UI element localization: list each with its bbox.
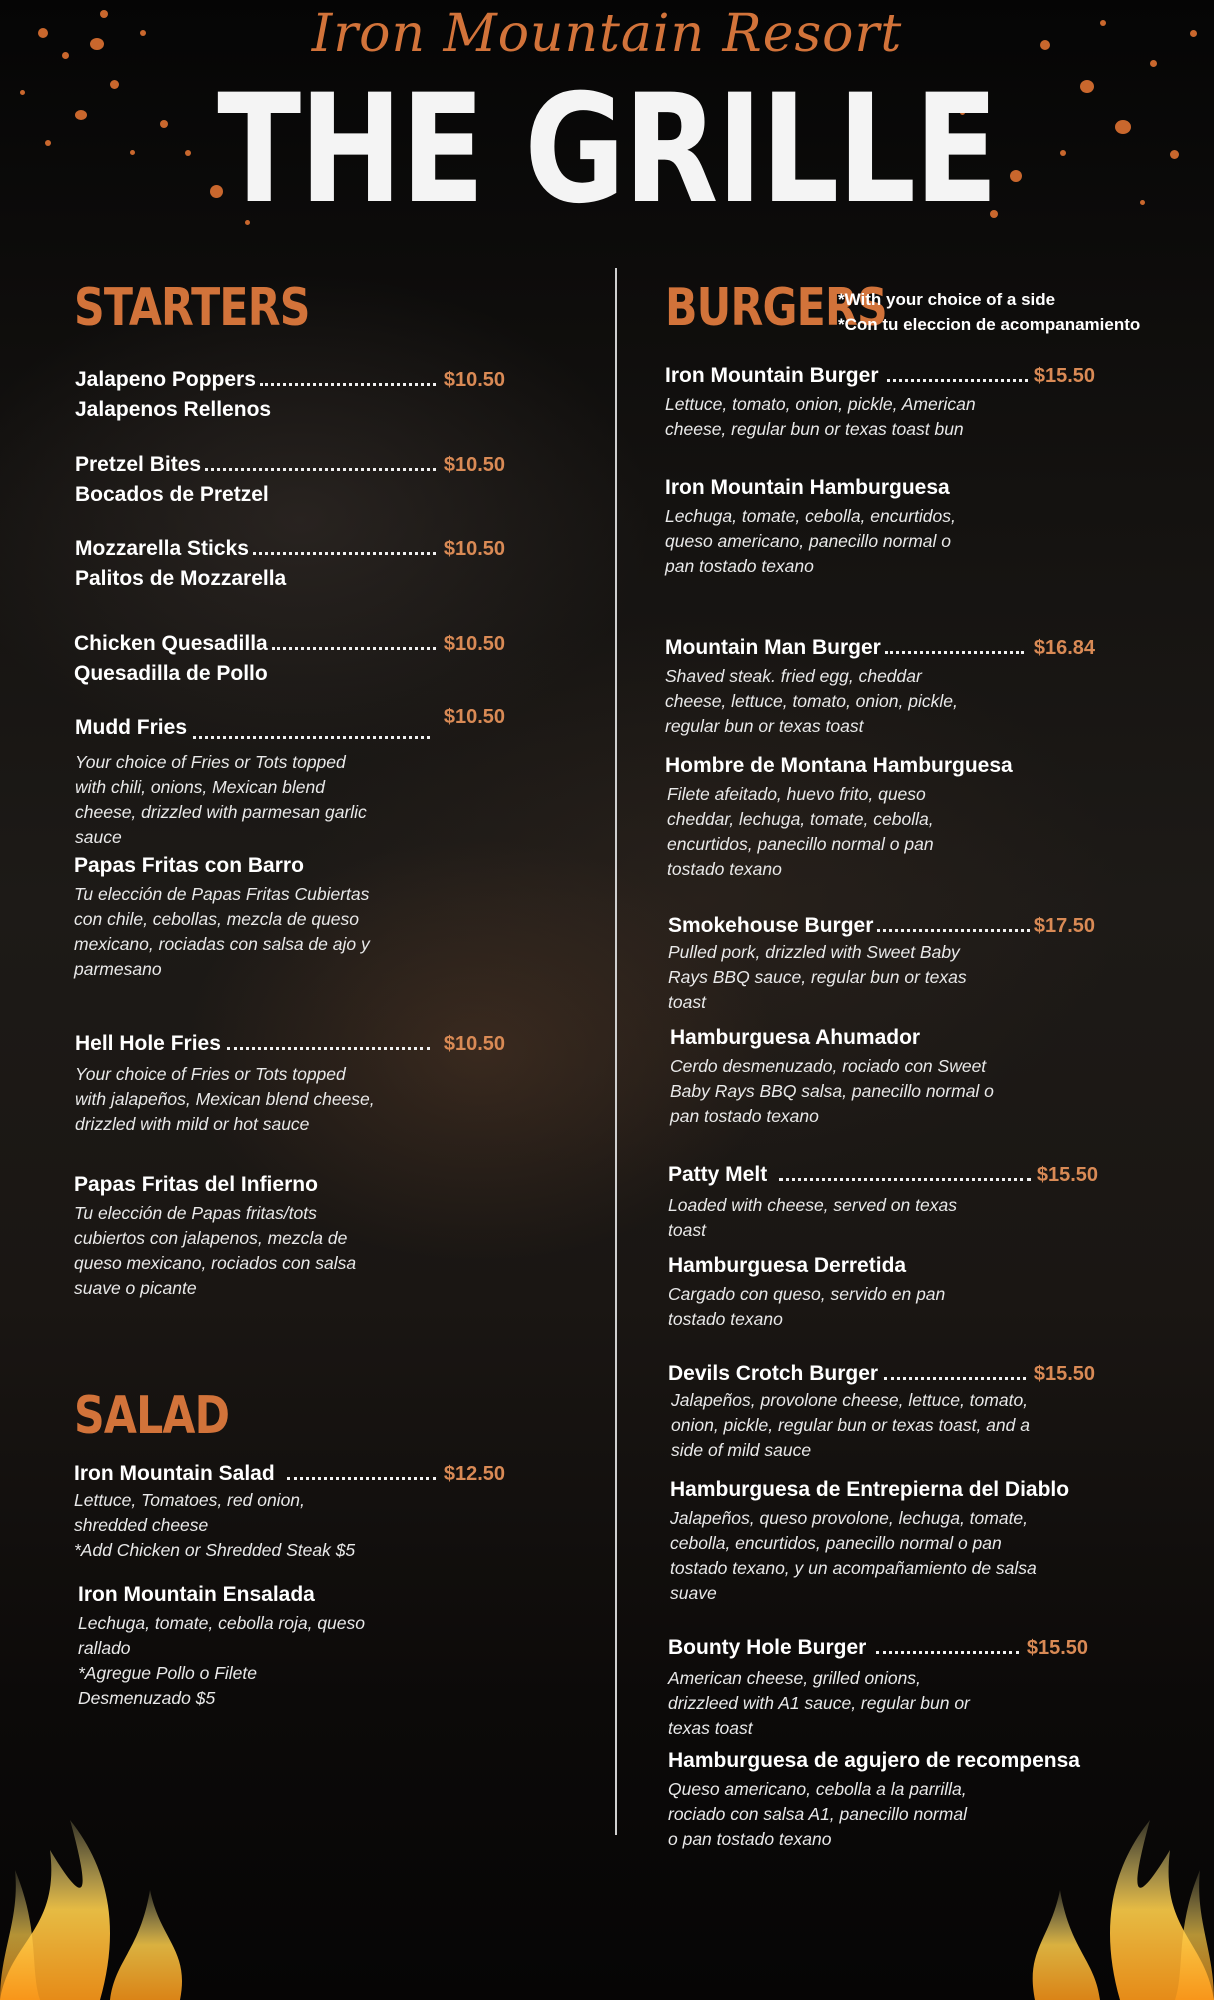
menu-item-mountain-man-burger	[665, 636, 1095, 739]
item-name: Pretzel Bites	[75, 453, 202, 476]
item-price: $12.50	[443, 1463, 505, 1485]
resort-name: Iron Mountain Resort	[311, 4, 903, 64]
menu-item-pretzel-bites	[75, 453, 505, 507]
menu-item-bounty-hole-burger	[668, 1636, 1088, 1741]
menu-item-iron-mountain-burger	[665, 364, 1095, 442]
leader-dots	[884, 1377, 1026, 1380]
item-description: Lettuce, Tomatoes, red onion, shredded cheese	[74, 1490, 305, 1535]
item-name: Chicken Quesadilla	[74, 632, 268, 655]
item-description: Your choice of Fries or Tots topped with chili, onions, Mexican blend cheese, drizzled with parmesan garlic sauce	[75, 752, 367, 847]
item-translation: Bocados de Pretzel	[75, 483, 269, 506]
item-price: $10.50	[443, 706, 505, 728]
item-translation: Papas Fritas del Infierno	[74, 1173, 318, 1196]
menu-item-translation-block	[670, 1026, 1010, 1129]
burgers-side-note	[838, 287, 1140, 337]
side-note-spanish: *Con tu eleccion de acompanamiento	[838, 315, 1141, 334]
item-translation: Hamburguesa Derretida	[668, 1254, 907, 1277]
item-translation-description: Queso americano, cebolla a la parrilla, rociado con salsa A1, panecillo normal o pan tostado texano	[668, 1779, 967, 1849]
menu-item-mozzarella-sticks	[75, 537, 505, 591]
item-price: $10.50	[443, 369, 505, 391]
item-translation: Hamburguesa Ahumador	[670, 1026, 921, 1049]
menu-item-translation-block	[668, 1254, 1008, 1332]
menu-item-patty-melt	[668, 1163, 1098, 1243]
menu-item-jalapeno-poppers	[75, 368, 505, 422]
item-description: Pulled pork, drizzled with Sweet Baby Rays BBQ sauce, regular bun or texas toast	[668, 942, 967, 1012]
item-name: Patty Melt	[668, 1163, 768, 1186]
leader-dots	[272, 647, 436, 650]
column-divider	[615, 268, 617, 1835]
item-translation: Papas Fritas con Barro	[74, 854, 304, 877]
leader-dots	[260, 383, 436, 386]
item-name: Mozzarella Sticks	[75, 537, 249, 560]
menu-item-chicken-quesadilla	[74, 632, 505, 686]
side-note-english: *With your choice of a side	[838, 290, 1056, 309]
item-translation: Iron Mountain Hamburguesa	[665, 476, 950, 499]
menu-item-devils-crotch-burger	[668, 1362, 1095, 1463]
menu-item-translation-block	[74, 854, 374, 982]
item-description: Loaded with cheese, served on texas toast	[668, 1195, 957, 1240]
item-name: Iron Mountain Burger	[665, 364, 879, 387]
leader-dots	[885, 651, 1024, 654]
item-name: Iron Mountain Salad	[74, 1462, 275, 1485]
menu-item-translation-block	[78, 1583, 388, 1711]
salad-heading: SALAD	[74, 1386, 230, 1446]
leader-dots	[887, 379, 1028, 382]
item-price: $10.50	[443, 538, 505, 560]
item-translation: Jalapenos Rellenos	[75, 398, 272, 421]
item-translation-description: Lechuga, tomate, cebolla roja, queso rallado	[78, 1613, 365, 1658]
flame-left-icon	[0, 1700, 230, 2000]
item-translation-description: Cerdo desmenuzado, rociado con Sweet Baby Rays BBQ salsa, panecillo normal o pan tostado texano	[670, 1056, 994, 1126]
leader-dots	[287, 1477, 436, 1480]
menu-item-translation-block	[665, 754, 1013, 882]
item-translation-description: Tu elección de Papas fritas/tots cubiertos con jalapenos, mezcla de queso mexicano, rociados con salsa suave o picante	[74, 1203, 357, 1298]
item-name: Hell Hole Fries	[75, 1032, 221, 1055]
menu-item-translation-block	[670, 1478, 1130, 1606]
item-description: Jalapeños, provolone cheese, lettuce, tomato, onion, pickle, regular bun or texas toast, and a side of mild sauce	[671, 1390, 1030, 1460]
leader-dots	[779, 1178, 1031, 1181]
item-description: American cheese, grilled onions, drizzleed with A1 sauce, regular bun or texas toast	[668, 1668, 970, 1738]
burgers-heading: BURGERS	[665, 278, 887, 338]
item-translation-description: Lechuga, tomate, cebolla, encurtidos, queso americano, panecillo normal o pan tostado texano	[665, 506, 956, 576]
item-translation: Hamburguesa de agujero de recompensa	[668, 1749, 1080, 1772]
item-price: $15.50	[1026, 1637, 1088, 1659]
item-name: Jalapeno Poppers	[75, 368, 256, 391]
item-translation-description: Filete afeitado, huevo frito, queso cheddar, lechuga, tomate, cebolla, encurtidos, panecillo normal o pan tostado texano	[667, 784, 934, 879]
item-name: Bounty Hole Burger	[668, 1636, 867, 1659]
item-translation: Palitos de Mozzarella	[75, 567, 287, 590]
item-translation-description: Cargado con queso, servido en pan tostado texano	[668, 1284, 946, 1329]
item-price: $15.50	[1033, 1363, 1095, 1385]
item-name: Devils Crotch Burger	[668, 1362, 879, 1385]
starters-heading: STARTERS	[74, 278, 310, 338]
item-price: $15.50	[1036, 1164, 1098, 1186]
item-name: Mudd Fries	[75, 716, 188, 739]
leader-dots	[193, 736, 430, 739]
item-name: Smokehouse Burger	[668, 914, 874, 937]
item-translation-description: Tu elección de Papas Fritas Cubiertas con chile, cebollas, mezcla de queso mexicano, rociadas con salsa de ajo y parmesano	[74, 884, 370, 979]
item-description: Shaved steak. fried egg, cheddar cheese, lettuce, tomato, onion, pickle, regular bun or texas toast	[665, 666, 958, 736]
item-translation: Quesadilla de Pollo	[74, 662, 268, 685]
menu-item-translation-block	[665, 476, 995, 579]
item-description: Lettuce, tomato, onion, pickle, American cheese, regular bun or texas toast bun	[665, 394, 976, 439]
item-price: $15.50	[1033, 365, 1095, 387]
menu-item-iron-mountain-salad	[74, 1462, 505, 1563]
menu-item-translation-block	[668, 1749, 1148, 1852]
page-title: THE GRILLE	[217, 63, 997, 237]
item-price: $10.50	[443, 1033, 505, 1055]
item-note: *Add Chicken or Shredded Steak $5	[74, 1540, 356, 1560]
item-translation: Iron Mountain Ensalada	[78, 1583, 315, 1606]
item-price: $16.84	[1033, 637, 1095, 659]
leader-dots	[205, 468, 436, 471]
leader-dots	[227, 1047, 430, 1050]
menu-item-translation-block	[74, 1173, 374, 1301]
item-price: $10.50	[443, 633, 505, 655]
item-price: $17.50	[1033, 915, 1095, 937]
item-translation: Hamburguesa de Entrepierna del Diablo	[670, 1478, 1070, 1501]
menu-item-mudd-fries	[75, 706, 505, 850]
leader-dots	[877, 929, 1029, 932]
menu-item-hell-hole-fries	[75, 1032, 505, 1137]
item-translation: Hombre de Montana Hamburguesa	[665, 754, 1013, 777]
leader-dots	[876, 1651, 1018, 1654]
item-translation-note: *Agregue Pollo o Filete Desmenuzado $5	[78, 1663, 257, 1708]
leader-dots	[253, 552, 436, 555]
item-description: Your choice of Fries or Tots topped with jalapeños, Mexican blend cheese, drizzled with mild or hot sauce	[75, 1064, 375, 1134]
menu-item-smokehouse-burger	[668, 914, 1095, 1015]
item-translation-description: Jalapeños, queso provolone, lechuga, tomate, cebolla, encurtidos, panecillo normal o pan tostado texano, y un acompañamiento de salsa suave	[670, 1508, 1037, 1603]
item-price: $10.50	[443, 454, 505, 476]
item-name: Mountain Man Burger	[665, 636, 881, 659]
